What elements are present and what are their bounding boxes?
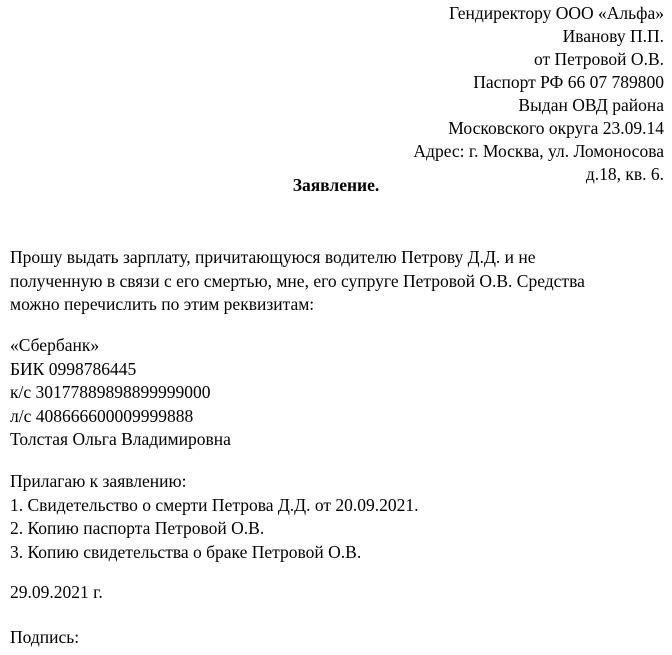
document-title: Заявление.	[292, 175, 380, 195]
attachment-item: 2. Копию паспорта Петровой О.В.	[10, 518, 265, 538]
attachment-item: 3. Копию свидетельства о браке Петровой О.В.	[10, 541, 362, 562]
addressee-line: Московского округа 23.09.14	[448, 118, 664, 138]
addressee-line: Иванову П.П.	[562, 26, 664, 46]
attachments-list	[10, 470, 668, 564]
request-line: можно перечислить по этим реквизитам:	[10, 294, 315, 314]
bank-correspondent-account: к/с 30177889898899999000	[10, 382, 211, 402]
bank-name: «Сбербанк»	[10, 335, 100, 355]
addressee-line: д.18, кв. 6.	[585, 164, 664, 184]
addressee-line: от Петровой О.В.	[533, 49, 664, 69]
request-paragraph	[10, 246, 668, 317]
bank-details	[10, 334, 668, 452]
bank-personal-account: л/с 408666600009999888	[10, 405, 194, 426]
request-line: Прошу выдать зарплату, причитающуюся водителю Петрову Д.Д. и не	[10, 247, 536, 267]
addressee-block	[413, 2, 664, 186]
account-holder: Толстая Ольга Владимировна	[10, 429, 231, 449]
addressee-line: Гендиректору ООО «Альфа»	[448, 3, 664, 23]
bank-bik: БИК 0998786445	[10, 358, 137, 379]
attachments-heading: Прилагаю к заявлению:	[10, 471, 187, 491]
addressee-line: Адрес: г. Москва, ул. Ломоносова	[413, 141, 664, 161]
date-text: 29.09.2021 г.	[10, 582, 103, 602]
addressee-line: Паспорт РФ 66 07 789800	[473, 72, 664, 92]
document-date	[10, 581, 668, 605]
signature-line	[10, 626, 668, 650]
attachment-item: 1. Свидетельство о смерти Петрова Д.Д. от 20.09.2021.	[10, 494, 419, 515]
signature-label: Подпись:	[10, 627, 80, 647]
addressee-line: Выдан ОВД района	[518, 95, 664, 115]
request-line: полученную в связи с его смертью, мне, его супруге Петровой О.В. Средства	[10, 270, 585, 291]
